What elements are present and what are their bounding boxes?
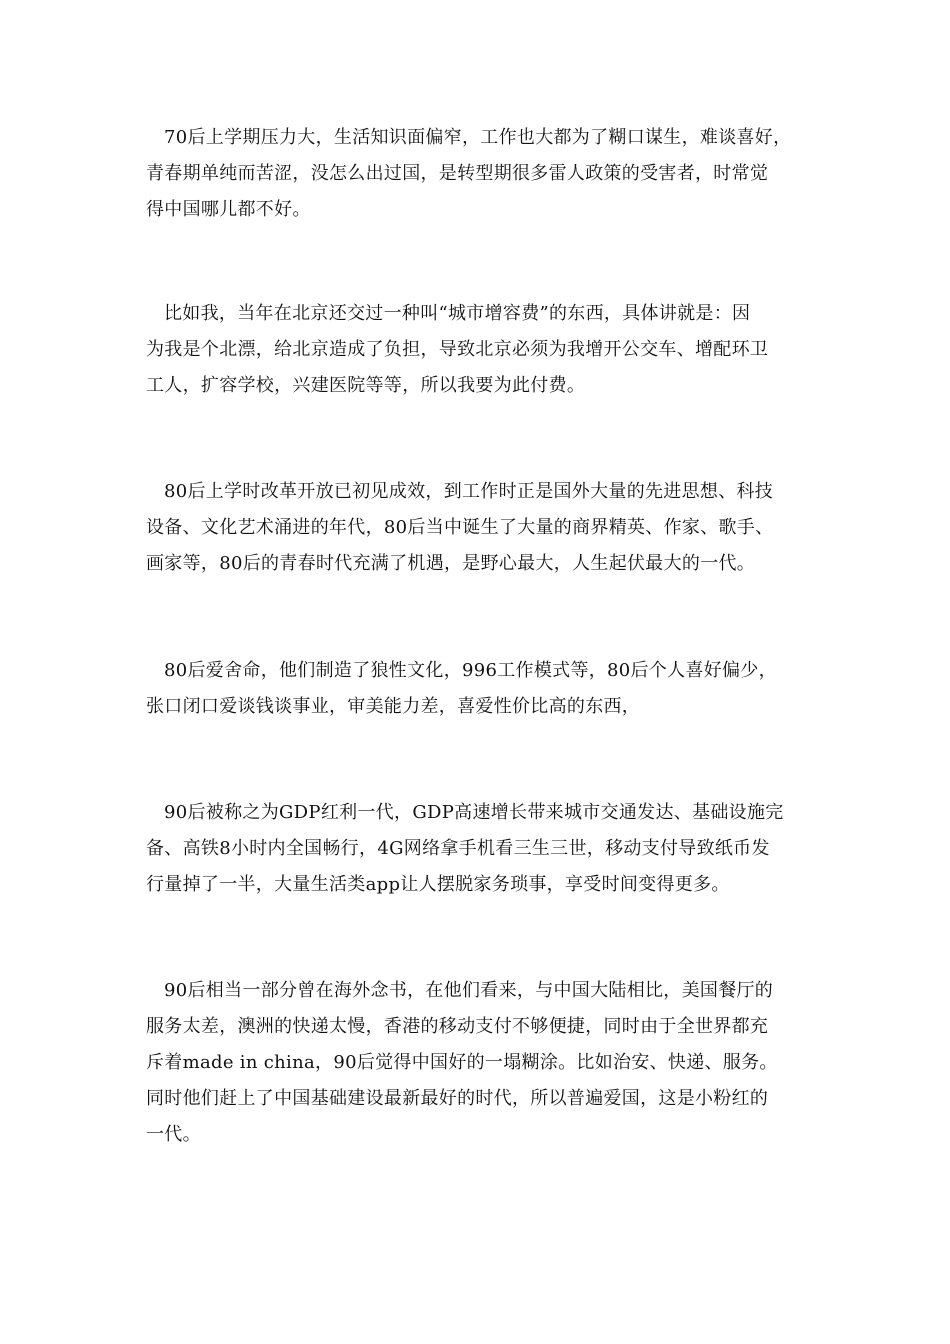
paragraph-line: 同时他们赶上了中国基础建设最新最好的时代，所以普遍爱国，这是小粉红的 <box>146 1088 769 1109</box>
paragraph-line: 比如我，当年在北京还交过一种叫“城市增容费”的东西，具体讲就是：因 <box>164 303 751 324</box>
paragraph-post-70s <box>146 120 814 228</box>
paragraph-line: 行量掉了一半，大量生活类app让人摆脱家务琐事，享受时间变得更多。 <box>146 874 730 895</box>
paragraph-post-80s <box>146 474 814 582</box>
paragraph-line: 一代。 <box>146 1124 201 1145</box>
paragraph-line: 备、高铁8小时内全国畅行，4G网络拿手机看三生三世，移动支付导致纸币发 <box>146 838 770 859</box>
paragraph-post-90s <box>146 795 814 903</box>
paragraph-line: 为我是个北漂，给北京造成了负担，导致北京必须为我增开公交车、增配环卫 <box>146 339 769 360</box>
paragraph-line: 画家等，80后的青春时代充满了机遇，是野心最大，人生起伏最大的一代。 <box>146 553 756 574</box>
paragraph-line: 得中国哪儿都不好。 <box>146 199 311 220</box>
paragraph-line: 80后爱舍命，他们制造了狼性文化，996工作模式等，80后个人喜好偏少， <box>164 660 777 681</box>
paragraph-line: 工人，扩容学校，兴建医院等等，所以我要为此付费。 <box>146 375 586 396</box>
paragraph-city-fee <box>146 296 814 404</box>
paragraph-line: 90后被称之为GDP红利一代，GDP高速增长带来城市交通发达、基础设施完 <box>164 802 784 823</box>
paragraph-line: 斥着made in china，90后觉得中国好的一塌糊涂。比如治安、快递、服务。 <box>146 1052 778 1073</box>
paragraph-line: 90后相当一部分曾在海外念书，在他们看来，与中国大陆相比，美国餐厅的 <box>164 980 774 1001</box>
paragraph-line: 设备、文化艺术涌进的年代，80后当中诞生了大量的商界精英、作家、歌手、 <box>146 517 774 538</box>
paragraph-line: 青春期单纯而苦涩，没怎么出过国，是转型期很多雷人政策的受害者，时常觉 <box>146 163 769 184</box>
paragraph-post-80s-work <box>146 653 814 725</box>
paragraph-line: 服务太差，澳洲的快递太慢，香港的移动支付不够便捷，同时由于全世界都充 <box>146 1016 769 1037</box>
paragraph-line: 张口闭口爱谈钱谈事业，审美能力差，喜爱性价比高的东西， <box>146 696 641 717</box>
paragraph-line: 80后上学时改革开放已初见成效，到工作时正是国外大量的先进思想、科技 <box>164 481 774 502</box>
paragraph-post-90s-overseas <box>146 973 814 1153</box>
paragraph-line: 70后上学期压力大，生活知识面偏窄，工作也大都为了糊口谋生，难谈喜好， <box>164 127 792 148</box>
